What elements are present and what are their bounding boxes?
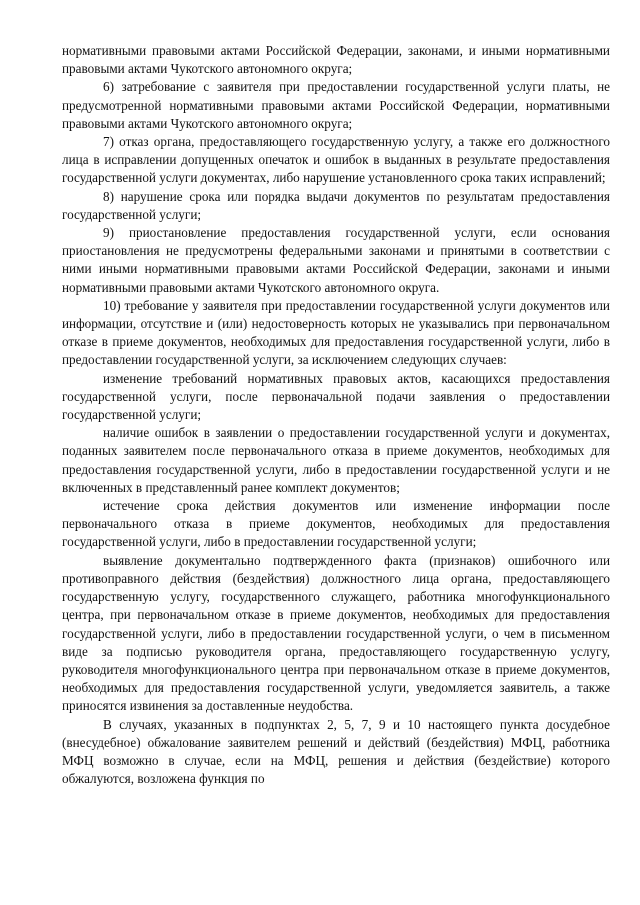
paragraph-case-expiry: истечение срока действия документов или изменение информации после первоначального отказа в приеме документов, необходимых для предоставления государственной услуги, либо в предоставлении государственной услуги; xyxy=(62,498,610,550)
paragraph-case-errors: наличие ошибок в заявлении о предоставлении государственной услуги и документах, поданных заявителем после первоначального отказа в приеме документов, необходимых для предоставления государственной услуги, либо в предоставлении государственной услуги и не включенных в представленный ранее комплект документов; xyxy=(62,425,610,495)
document-page xyxy=(62,42,610,788)
paragraph-appeal: В случаях, указанных в подпунктах 2, 5, 7, 9 и 10 настоящего пункта досудебное (внесудебное) обжалование заявителем решений и действий (бездействия) МФЦ, работника МФЦ возможно в случае, если на МФЦ, решения и действия (бездействие) которого обжалуются, возложена функция по xyxy=(62,716,610,787)
paragraph-item-8: 8) нарушение срока или порядка выдачи документов по результатам предоставления государственной услуги; xyxy=(62,188,610,222)
paragraph-case-regulation-change: изменение требований нормативных правовых актов, касающихся предоставления государственной услуги, после первоначальной подачи заявления о предоставлении государственной услуги; xyxy=(62,370,610,423)
paragraph-item-10: 10) требование у заявителя при предоставлении государственной услуги документов или информации, отсутствие и (или) недостоверность которых не указывались при первоначальном отказе в приеме документов, необходимых для предоставления государственной услуги, либо в предоставлении государственной услуги, за исключением следующих случаев: xyxy=(62,297,610,368)
paragraph-continuation: нормативными правовыми актами Российской Федерации, законами, и иными нормативными правовыми актами Чукотского автономного округа; xyxy=(62,43,610,77)
paragraph-item-6: 6) затребование с заявителя при предоставлении государственной услуги платы, не предусмотренной нормативными правовыми актами Российской Федерации, нормативными правовыми актами Чукотского автономного округа; xyxy=(62,79,610,131)
paragraph-item-9: 9) приостановление предоставления государственной услуги, если основания приостановления не предусмотрены федеральными законами и принятыми в соответствии с ними иными нормативными правовыми актами Российской Федерации, законами и иными нормативными правовыми актами Чукотского автономного округа. xyxy=(62,225,610,295)
paragraph-item-7: 7) отказ органа, предоставляющего государственную услугу, а также его должностного лица в исправлении допущенных опечаток и ошибок в выданных в результате предоставления государственной услуги документах, либо нарушение установленного срока таких исправлений; xyxy=(62,134,610,186)
paragraph-case-misconduct: выявление документально подтвержденного факта (признаков) ошибочного или противоправного действия (бездействия) должностного лица органа, предоставляющего государственную услугу, государственного служащего, работника многофункционального центра, при первоначальном отказе в приеме документов, необходимых для предоставления государственной услуги, либо в предоставлении государственной услуги, о чем в письменном виде за подписью руководителя органа, предоставляющего государственную услугу, руководителя многофункционального центра при первоначальном отказе в приеме документов, необходимых для предоставления государственной услуги, уведомляется заявитель, а также приносятся извинения за доставленные неудобства. xyxy=(62,552,610,714)
